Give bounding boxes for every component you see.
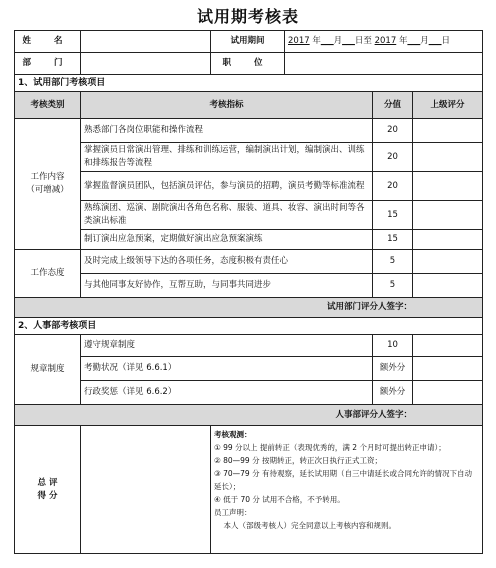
table-row: 掌握演员日常演出管理、排练和训练运营，编制演出计划，编制演出、训练和排练报告等流程 bbox=[81, 143, 373, 172]
position-field[interactable] bbox=[285, 53, 483, 75]
score-cell: 20 bbox=[373, 172, 413, 201]
table-row: 与其他同事友好协作，互帮互助，与同事共同进步 bbox=[81, 274, 373, 298]
score-cell: 额外分 bbox=[373, 381, 413, 405]
rating-cell[interactable] bbox=[413, 274, 483, 298]
note-line: 员工声明： bbox=[214, 508, 252, 517]
note-line: 本人（部级考核人）完全同意以上考核内容和规则。 bbox=[214, 521, 397, 530]
group-work: 工作内容（可增减） bbox=[15, 119, 81, 250]
table-row: 遵守规章制度 bbox=[81, 335, 373, 357]
score-cell: 20 bbox=[373, 119, 413, 143]
note-line: ② 80—99 分 按期转正，转正次日执行正式工资； bbox=[214, 456, 382, 465]
table-row: 行政奖惩（详见 6.6.2） bbox=[81, 381, 373, 405]
note-line: ④ 低于 70 分 试用不合格，不予转用。 bbox=[214, 495, 345, 504]
rating-cell[interactable] bbox=[413, 335, 483, 357]
period-label: 试用期间 bbox=[211, 31, 285, 53]
section2-title: 2、人事部考核项目 bbox=[15, 318, 483, 335]
summary-label: 总 评 得 分 bbox=[15, 426, 81, 554]
note-line: ① 99 分以上 提前转正（表现优秀的，满 2 个月时可提出转正申请）； bbox=[214, 443, 446, 452]
period-field[interactable]: 2017 年___月___日至 2017 年___月___日 bbox=[285, 31, 483, 53]
score-cell: 20 bbox=[373, 143, 413, 172]
section1-title: 1、试用部门考核项目 bbox=[15, 75, 483, 92]
table-row: 制订演出应急预案，定期做好演出应急预案演练 bbox=[81, 230, 373, 250]
table-row: 熟悉部门各岗位职能和操作流程 bbox=[81, 119, 373, 143]
table-row: 及时完成上级领导下达的各项任务，态度积极有责任心 bbox=[81, 250, 373, 274]
score-cell: 额外分 bbox=[373, 357, 413, 381]
col-score: 分值 bbox=[373, 92, 413, 119]
rating-cell[interactable] bbox=[413, 357, 483, 381]
group-rules: 规章制度 bbox=[15, 335, 81, 405]
rating-cell[interactable] bbox=[413, 119, 483, 143]
score-cell: 5 bbox=[373, 250, 413, 274]
rating-cell[interactable] bbox=[413, 230, 483, 250]
name-label: 姓 名 bbox=[15, 31, 81, 53]
rating-cell[interactable] bbox=[413, 172, 483, 201]
col-rating: 上级评分 bbox=[413, 92, 483, 119]
rating-cell[interactable] bbox=[413, 143, 483, 172]
section1-signature[interactable]: 试用部门评分人签字： bbox=[15, 298, 483, 318]
summary-score-field[interactable] bbox=[81, 426, 211, 554]
group-attitude: 工作态度 bbox=[15, 250, 81, 298]
score-cell: 15 bbox=[373, 201, 413, 230]
end-year: 2017 bbox=[374, 36, 397, 46]
summary-notes: 考核观测： ① 99 分以上 提前转正（表现优秀的，满 2 个月时可提出转正申请）； ② 80—99 分 按期转正，转正次日执行正式工资； ③ 70—79 分 有待观察，延长试用期（自三中请延长或合同允许的情况下自动延长）； ④ 低于 70 分 试用不合格，不予转用。 员工声明： 本人（部级考核人）完全同意以上考核内容和规则。 bbox=[211, 426, 483, 554]
table-row: 掌握监督演员团队，包括演员评估，参与演员的招聘，演员考勤等标准流程 bbox=[81, 172, 373, 201]
rating-cell[interactable] bbox=[413, 201, 483, 230]
evaluation-form bbox=[14, 0, 482, 568]
score-cell: 15 bbox=[373, 230, 413, 250]
col-indicator: 考核指标 bbox=[81, 92, 373, 119]
table-row: 熟练演团、巡演、剧院演出各角色名称、服装、道具、妆容、演出时间等各类演出标准 bbox=[81, 201, 373, 230]
note-line: ③ 70—79 分 有待观察，延长试用期（自三中请延长或合同允许的情况下自动延长）； bbox=[214, 469, 472, 491]
section2-signature[interactable]: 人事部评分人签字： bbox=[15, 405, 483, 426]
score-cell: 10 bbox=[373, 335, 413, 357]
form-title: 试用期考核表 bbox=[196, 7, 299, 26]
table-row: 考勤状况（详见 6.6.1） bbox=[81, 357, 373, 381]
score-cell: 5 bbox=[373, 274, 413, 298]
dept-label: 部 门 bbox=[15, 53, 81, 75]
col-category: 考核类别 bbox=[15, 92, 81, 119]
rating-cell[interactable] bbox=[413, 250, 483, 274]
evaluation-table bbox=[14, 30, 483, 554]
rating-cell[interactable] bbox=[413, 381, 483, 405]
position-label: 职 位 bbox=[211, 53, 285, 75]
name-field[interactable] bbox=[81, 31, 211, 53]
start-year: 2017 bbox=[288, 36, 310, 46]
dept-field[interactable] bbox=[81, 53, 211, 75]
